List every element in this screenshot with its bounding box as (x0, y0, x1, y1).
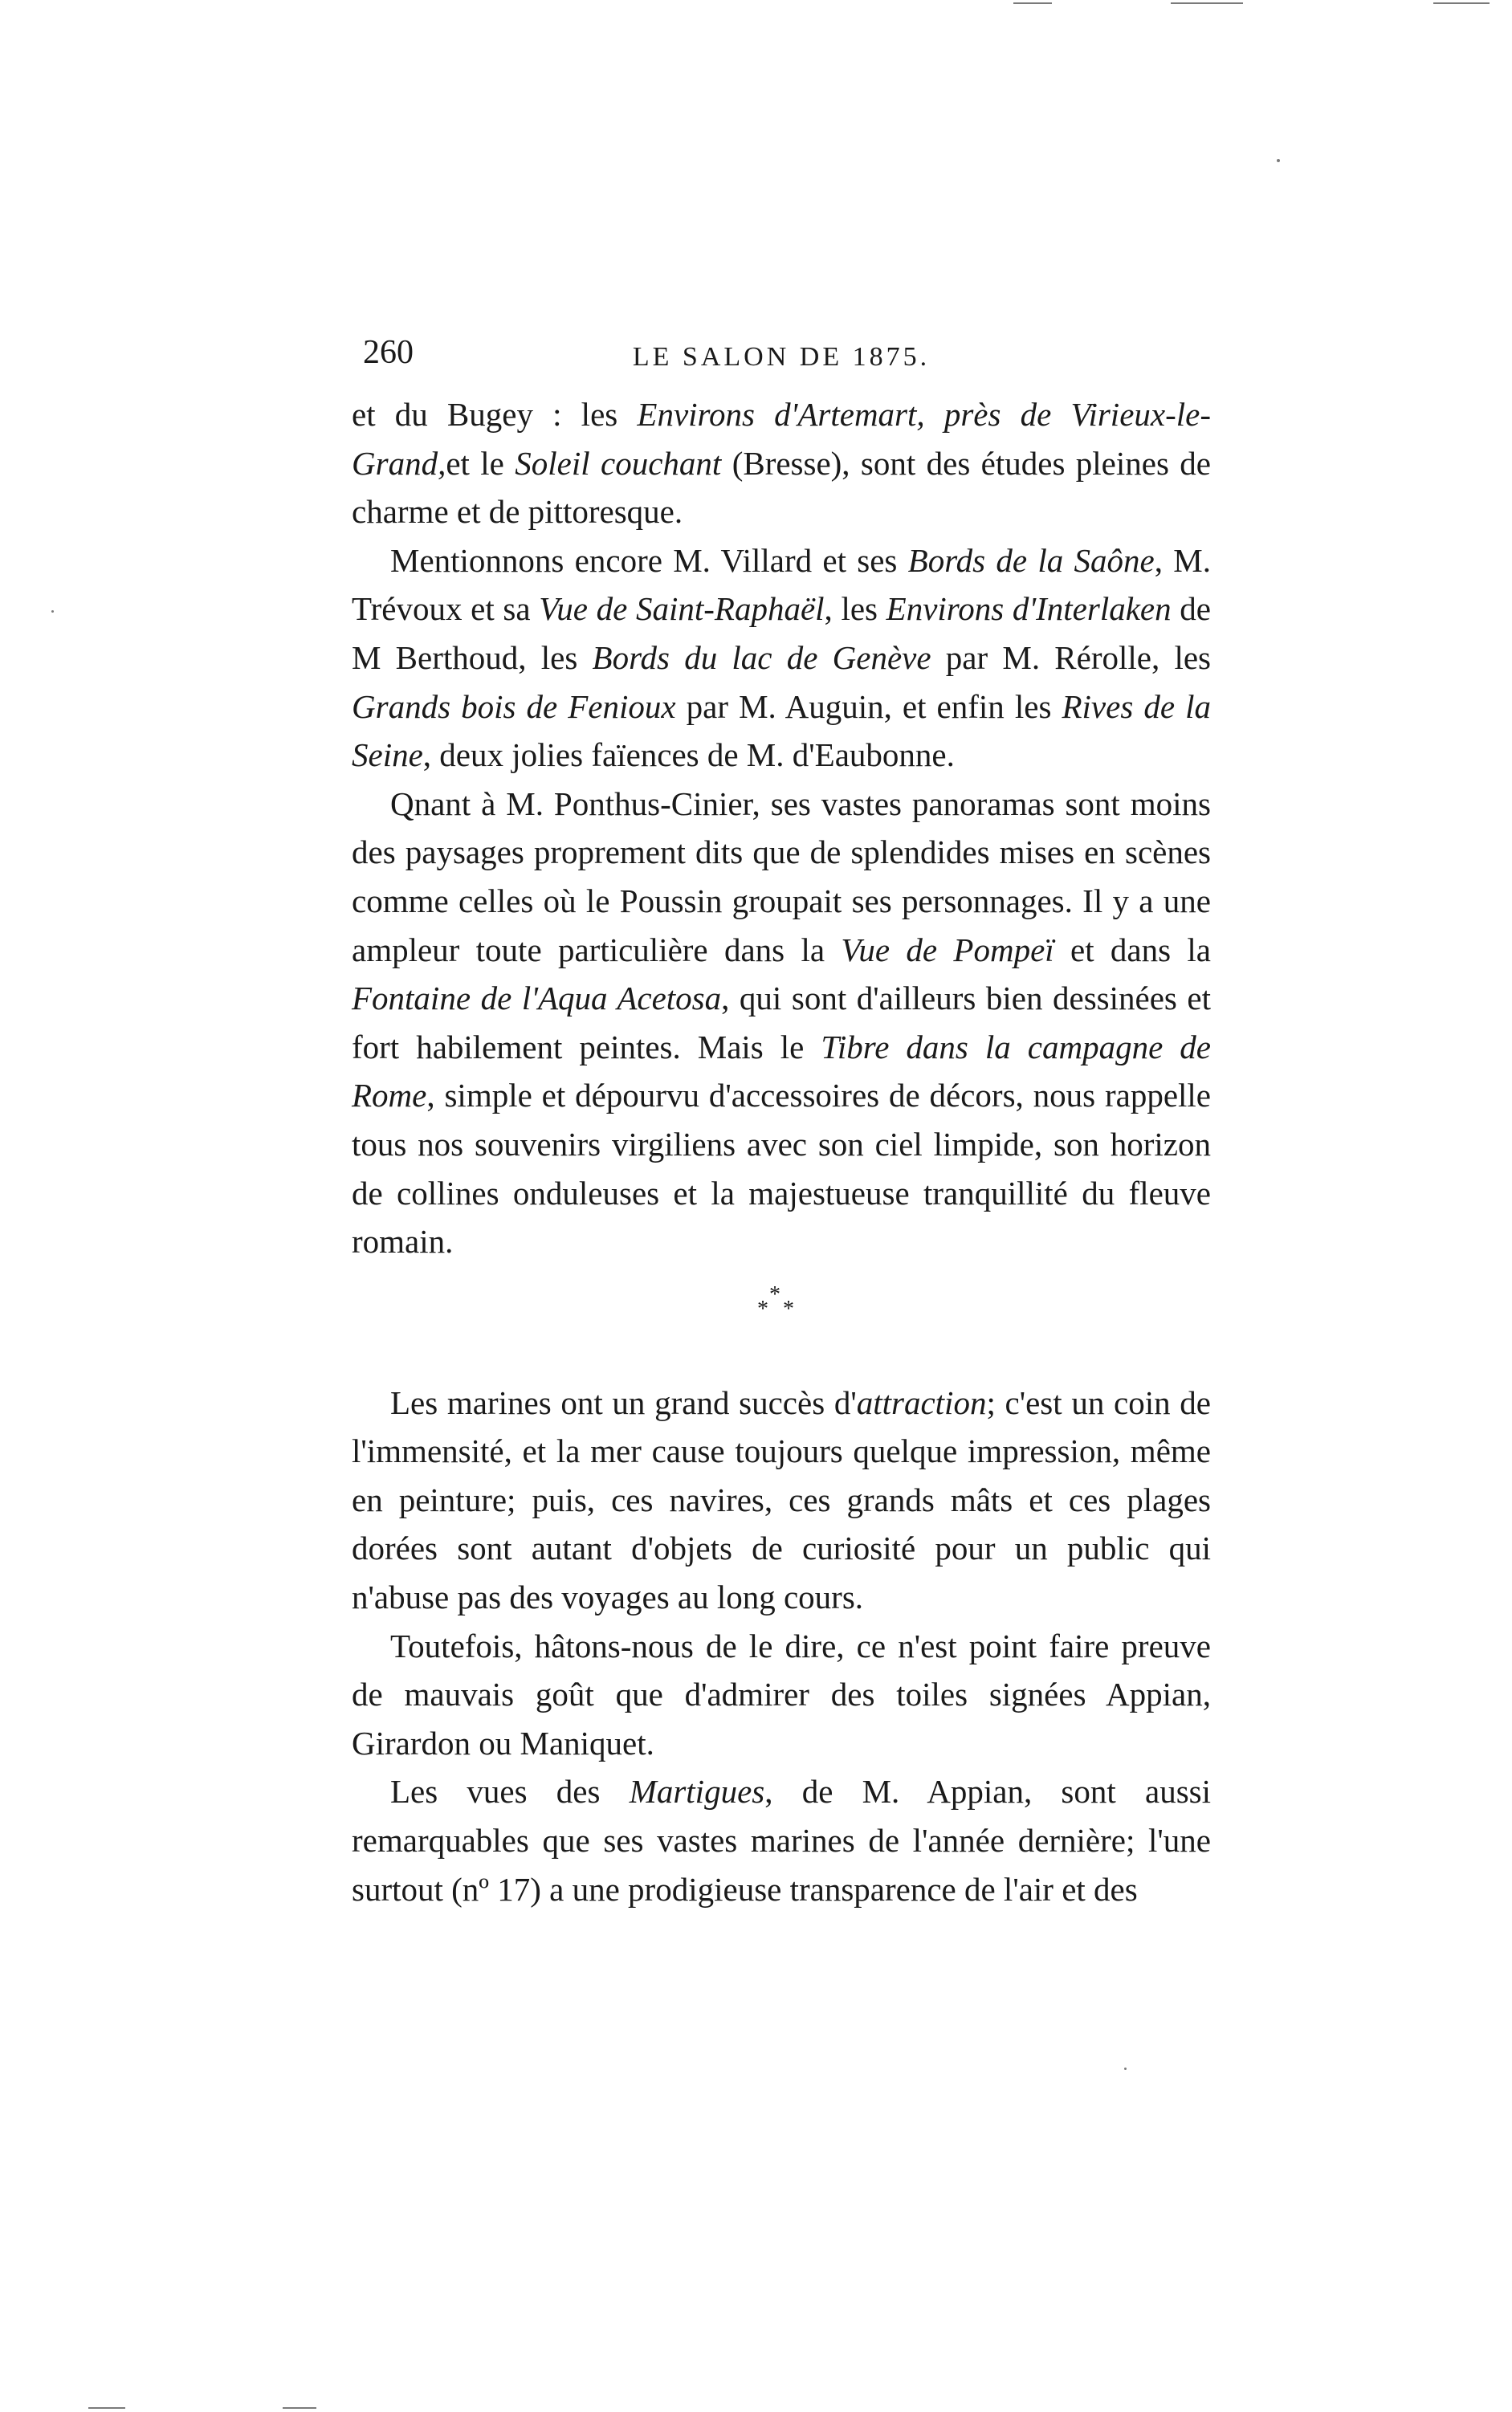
italic-title: Vue de Pompeï (841, 931, 1054, 968)
italic-title: Rives de la Seine (352, 687, 1211, 774)
italic-title: Martigues (629, 1773, 765, 1811)
paragraph (352, 780, 1211, 1266)
body-text-after-break (352, 1379, 1211, 1914)
text-run: , deux jolies faïences de M. d'Eaubonne. (422, 736, 955, 774)
scan-mark-bottom-2 (283, 2407, 316, 2409)
paragraph (352, 1622, 1211, 1768)
scan-mark-dot-1 (1277, 159, 1280, 162)
text-run: , les (824, 590, 886, 628)
italic-title: Environs d'Artemart, près de Virieux-le-Grand, (352, 396, 1211, 482)
running-head (352, 328, 1211, 384)
italic-title: Grands bois de Fenioux (352, 687, 676, 725)
text-run: et dans la (1054, 931, 1212, 968)
paragraph (352, 390, 1211, 536)
text-run: de M Berthoud, les (352, 590, 1211, 676)
scan-mark-dot-3 (1124, 2068, 1127, 2070)
italic-title: Fontaine de l'Aqua Acetosa (352, 980, 722, 1017)
text-run: Qnant à M. Ponthus-Cinier, ses vastes panoramas sont moins des paysages proprement dits que de splendides mises en scènes comme celles où le Poussin groupait ses personnages. Il y a une ampleur toute particulière dans la (352, 784, 1211, 968)
scan-mark-top-1 (1013, 2, 1052, 4)
text-run: et du Bugey : les (352, 396, 638, 433)
page-number: 260 (363, 334, 414, 371)
text-run: , qui sont d'ailleurs bien dessinées et fort habilement peintes. Mais le (352, 980, 1211, 1065)
running-title: LE SALON DE 1875. (632, 342, 931, 372)
italic-title: attraction (856, 1383, 987, 1421)
text-run: Toutefois, hâtons-nous de le dire, ce n'est point faire preuve de mauvais goût que d'admirer des toiles signées Appian, Girardon ou Maniquet. (352, 1627, 1211, 1762)
scan-mark-bottom-1 (88, 2407, 125, 2409)
text-run: Mentionnons encore M. Villard et ses (390, 541, 908, 579)
italic-title: Tibre dans la campagne de Rome (352, 1028, 1211, 1114)
asterism-star-right: * (783, 1296, 794, 1322)
body-text-before-break (352, 390, 1211, 1266)
italic-title: Bords du lac de Genève (592, 638, 931, 676)
scan-mark-top-2 (1171, 2, 1243, 4)
text-run: ; c'est un coin de l'immensité, et la mer cause toujours quelque impression, même en peinture; puis, ces navires, ces grands mâts et ces plages dorées sont autant d'objets de curiosité pour un public qui n'abuse pas des voyages au long cours. (352, 1383, 1211, 1616)
text-run: (Bresse), sont des études pleines de charme et de pittoresque. (352, 444, 1211, 531)
italic-title: Soleil couchant (515, 444, 722, 482)
paragraph (352, 1767, 1211, 1913)
text-run: , de M. Appian, sont aussi remarquables que ses vastes marines de l'année dernière; l'une surtout (nº 17) a une prodigieuse transparence de l'air et des (352, 1773, 1211, 1908)
text-run: , M. Trévoux et sa (352, 541, 1211, 628)
text-run: Les vues des (390, 1773, 630, 1811)
text-run: , simple et dépourvu d'accessoires de décors, nous rappelle tous nos souvenirs virgiliens avec son ciel limpide, son horizon de collines onduleuses et la majestueuse tranquillité du fleuve romain. (352, 1077, 1211, 1261)
asterism-star-left: * (757, 1296, 768, 1322)
text-run: par M. Rérolle, les (931, 638, 1212, 676)
scan-mark-top-3 (1433, 2, 1490, 4)
asterism-star-top: * (769, 1281, 780, 1307)
section-break-asterism (352, 1266, 1211, 1379)
text-run: Les marines ont un grand succès d' (390, 1383, 857, 1421)
book-page (352, 328, 1211, 1913)
text-run: et le (446, 444, 516, 482)
paragraph (352, 1379, 1211, 1622)
italic-title: Vue de Saint-Raphaël (539, 590, 825, 628)
text-run: par M. Auguin, et enfin les (675, 687, 1062, 725)
scan-mark-dot-2 (51, 610, 54, 613)
paragraph (352, 536, 1211, 780)
italic-title: Bords de la Saône (907, 541, 1155, 579)
italic-title: Environs d'Interlaken (886, 590, 1172, 628)
